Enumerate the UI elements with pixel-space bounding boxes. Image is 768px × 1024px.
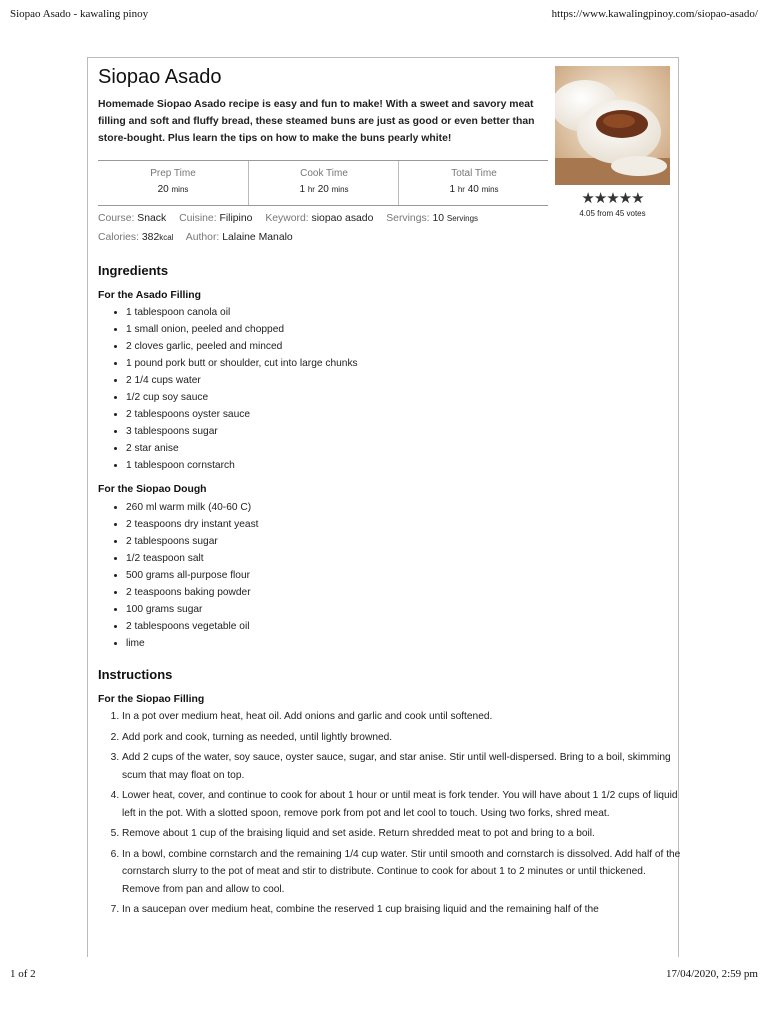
print-datetime: 17/04/2020, 2:59 pm xyxy=(666,968,758,980)
recipe-meta-row-2 xyxy=(98,232,293,243)
calories-unit: kcal xyxy=(159,233,174,242)
ingredient-item: • 1 pound pork butt or shoulder, cut into large chunks xyxy=(126,355,566,372)
calories-value: 382 xyxy=(141,232,160,243)
ingredient-item: • 2 tablespoons oyster sauce xyxy=(126,406,566,423)
recipe-meta-row-1 xyxy=(98,213,478,224)
print-page-title: Siopao Asado - kawaling pinoy xyxy=(10,8,149,20)
ingredient-item: • 500 grams all-purpose flour xyxy=(126,567,566,584)
recipe-photo xyxy=(555,66,670,185)
rating-votes: 4.05 from 45 votes xyxy=(579,209,646,218)
recipe-title: Siopao Asado xyxy=(98,66,222,88)
ingredient-item: • 1 small onion, peeled and chopped xyxy=(126,321,566,338)
keyword-label: Keyword: xyxy=(265,213,309,224)
siopao-dough-heading: For the Siopao Dough xyxy=(98,484,207,495)
rating-stars[interactable]: ★★★★★ xyxy=(581,190,644,207)
author-value: Lalaine Manalo xyxy=(222,232,293,243)
asado-filling-list xyxy=(116,304,566,474)
cook-time xyxy=(248,161,399,205)
ingredient-item: • 1 tablespoon cornstarch xyxy=(126,457,566,474)
ingredient-item: • lime xyxy=(126,635,566,652)
recipe-card xyxy=(87,57,679,957)
ingredient-item: • 1 tablespoon canola oil xyxy=(126,304,566,321)
print-url[interactable]: https://www.kawalingpinoy.com/siopao-asado/ xyxy=(551,8,758,20)
ingredient-item: • 2 tablespoons vegetable oil xyxy=(126,618,566,635)
instruction-step: 3. Add 2 cups of the water, soy sauce, oyster sauce, sugar, and star anise. Stir until well-dispersed. Bring to a boil, skimming scum that may float on top. xyxy=(122,749,682,784)
servings-value[interactable]: 10 xyxy=(432,213,445,224)
servings-unit: Servings xyxy=(446,214,479,223)
instructions-heading: Instructions xyxy=(98,667,173,682)
ingredient-item: • 260 ml warm milk (40-60 C) xyxy=(126,499,566,516)
course-label: Course: xyxy=(98,213,135,224)
asado-filling-heading: For the Asado Filling xyxy=(98,290,201,301)
ingredient-item: • 1/2 teaspoon salt xyxy=(126,550,566,567)
recipe-times xyxy=(98,160,548,206)
siopao-filling-heading: For the Siopao Filling xyxy=(98,694,205,705)
total-time-value: 1 hr 40 mins xyxy=(449,184,499,195)
cook-time-label: Cook Time xyxy=(300,168,348,179)
cuisine-label: Cuisine: xyxy=(179,213,217,224)
ingredient-item: • 3 tablespoons sugar xyxy=(126,423,566,440)
instruction-step: 5. Remove about 1 cup of the braising liquid and set aside. Return shredded meat to pot and bring to a boil. xyxy=(122,825,682,843)
print-footer xyxy=(10,968,758,982)
ingredient-item: • 2 star anise xyxy=(126,440,566,457)
course-value: Snack xyxy=(137,213,167,224)
servings-label: Servings: xyxy=(386,213,430,224)
instruction-step: 4. Lower heat, cover, and continue to cook for about 1 hour or until meat is fork tender. You will have about 1 1/2 cups of liquid left in the pot. With a slotted spoon, remove pork from pot and let cool to touch. Using two forks, shred meat. xyxy=(122,787,682,822)
keyword-value: siopao asado xyxy=(311,213,374,224)
page-number: 1 of 2 xyxy=(10,968,36,980)
calories-label: Calories: xyxy=(98,232,139,243)
instructions-list xyxy=(112,708,682,922)
siopao-dough-list xyxy=(116,499,566,652)
siopao-photo-illustration xyxy=(555,66,670,185)
total-time-label: Total Time xyxy=(451,168,497,179)
instruction-step: 6. In a bowl, combine cornstarch and the remaining 1/4 cup water. Stir until smooth and cornstarch is dissolved. Add half of the cornstarch slurry to the pot of meat and stir to distribute. Continue to cook for about 1 to 2 minutes or until thickened. Remove from pan and allow to cool. xyxy=(122,846,682,899)
prep-time xyxy=(98,161,248,205)
prep-time-value: 20 mins xyxy=(157,184,189,195)
cuisine-value: Filipino xyxy=(219,213,253,224)
ingredient-item: • 1/2 cup soy sauce xyxy=(126,389,566,406)
ingredient-item: • 2 1/4 cups water xyxy=(126,372,566,389)
print-header xyxy=(10,8,758,22)
ingredient-item: • 2 teaspoons baking powder xyxy=(126,584,566,601)
prep-time-label: Prep Time xyxy=(150,168,196,179)
cook-time-value: 1 hr 20 mins xyxy=(299,184,349,195)
recipe-summary: Homemade Siopao Asado recipe is easy and fun to make! With a sweet and savory meat filling and soft and fluffy bread, these steamed buns are just as good or even better than store-bought. Plus learn the tips on how to make the buns pearly white! xyxy=(98,99,535,144)
ingredient-item: • 2 tablespoons sugar xyxy=(126,533,566,550)
author-label: Author: xyxy=(185,232,220,243)
instruction-step: 2. Add pork and cook, turning as needed, until lightly browned. xyxy=(122,729,682,747)
total-time xyxy=(398,161,549,205)
instruction-step: 7. In a saucepan over medium heat, combine the reserved 1 cup braising liquid and the remaining half of the xyxy=(122,901,682,919)
ingredient-item: • 2 cloves garlic, peeled and minced xyxy=(126,338,566,355)
ingredient-item: • 100 grams sugar xyxy=(126,601,566,618)
ingredients-heading: Ingredients xyxy=(98,263,169,278)
instruction-step: 1. In a pot over medium heat, heat oil. Add onions and garlic and cook until softened. xyxy=(122,708,682,726)
ingredient-item: • 2 teaspoons dry instant yeast xyxy=(126,516,566,533)
